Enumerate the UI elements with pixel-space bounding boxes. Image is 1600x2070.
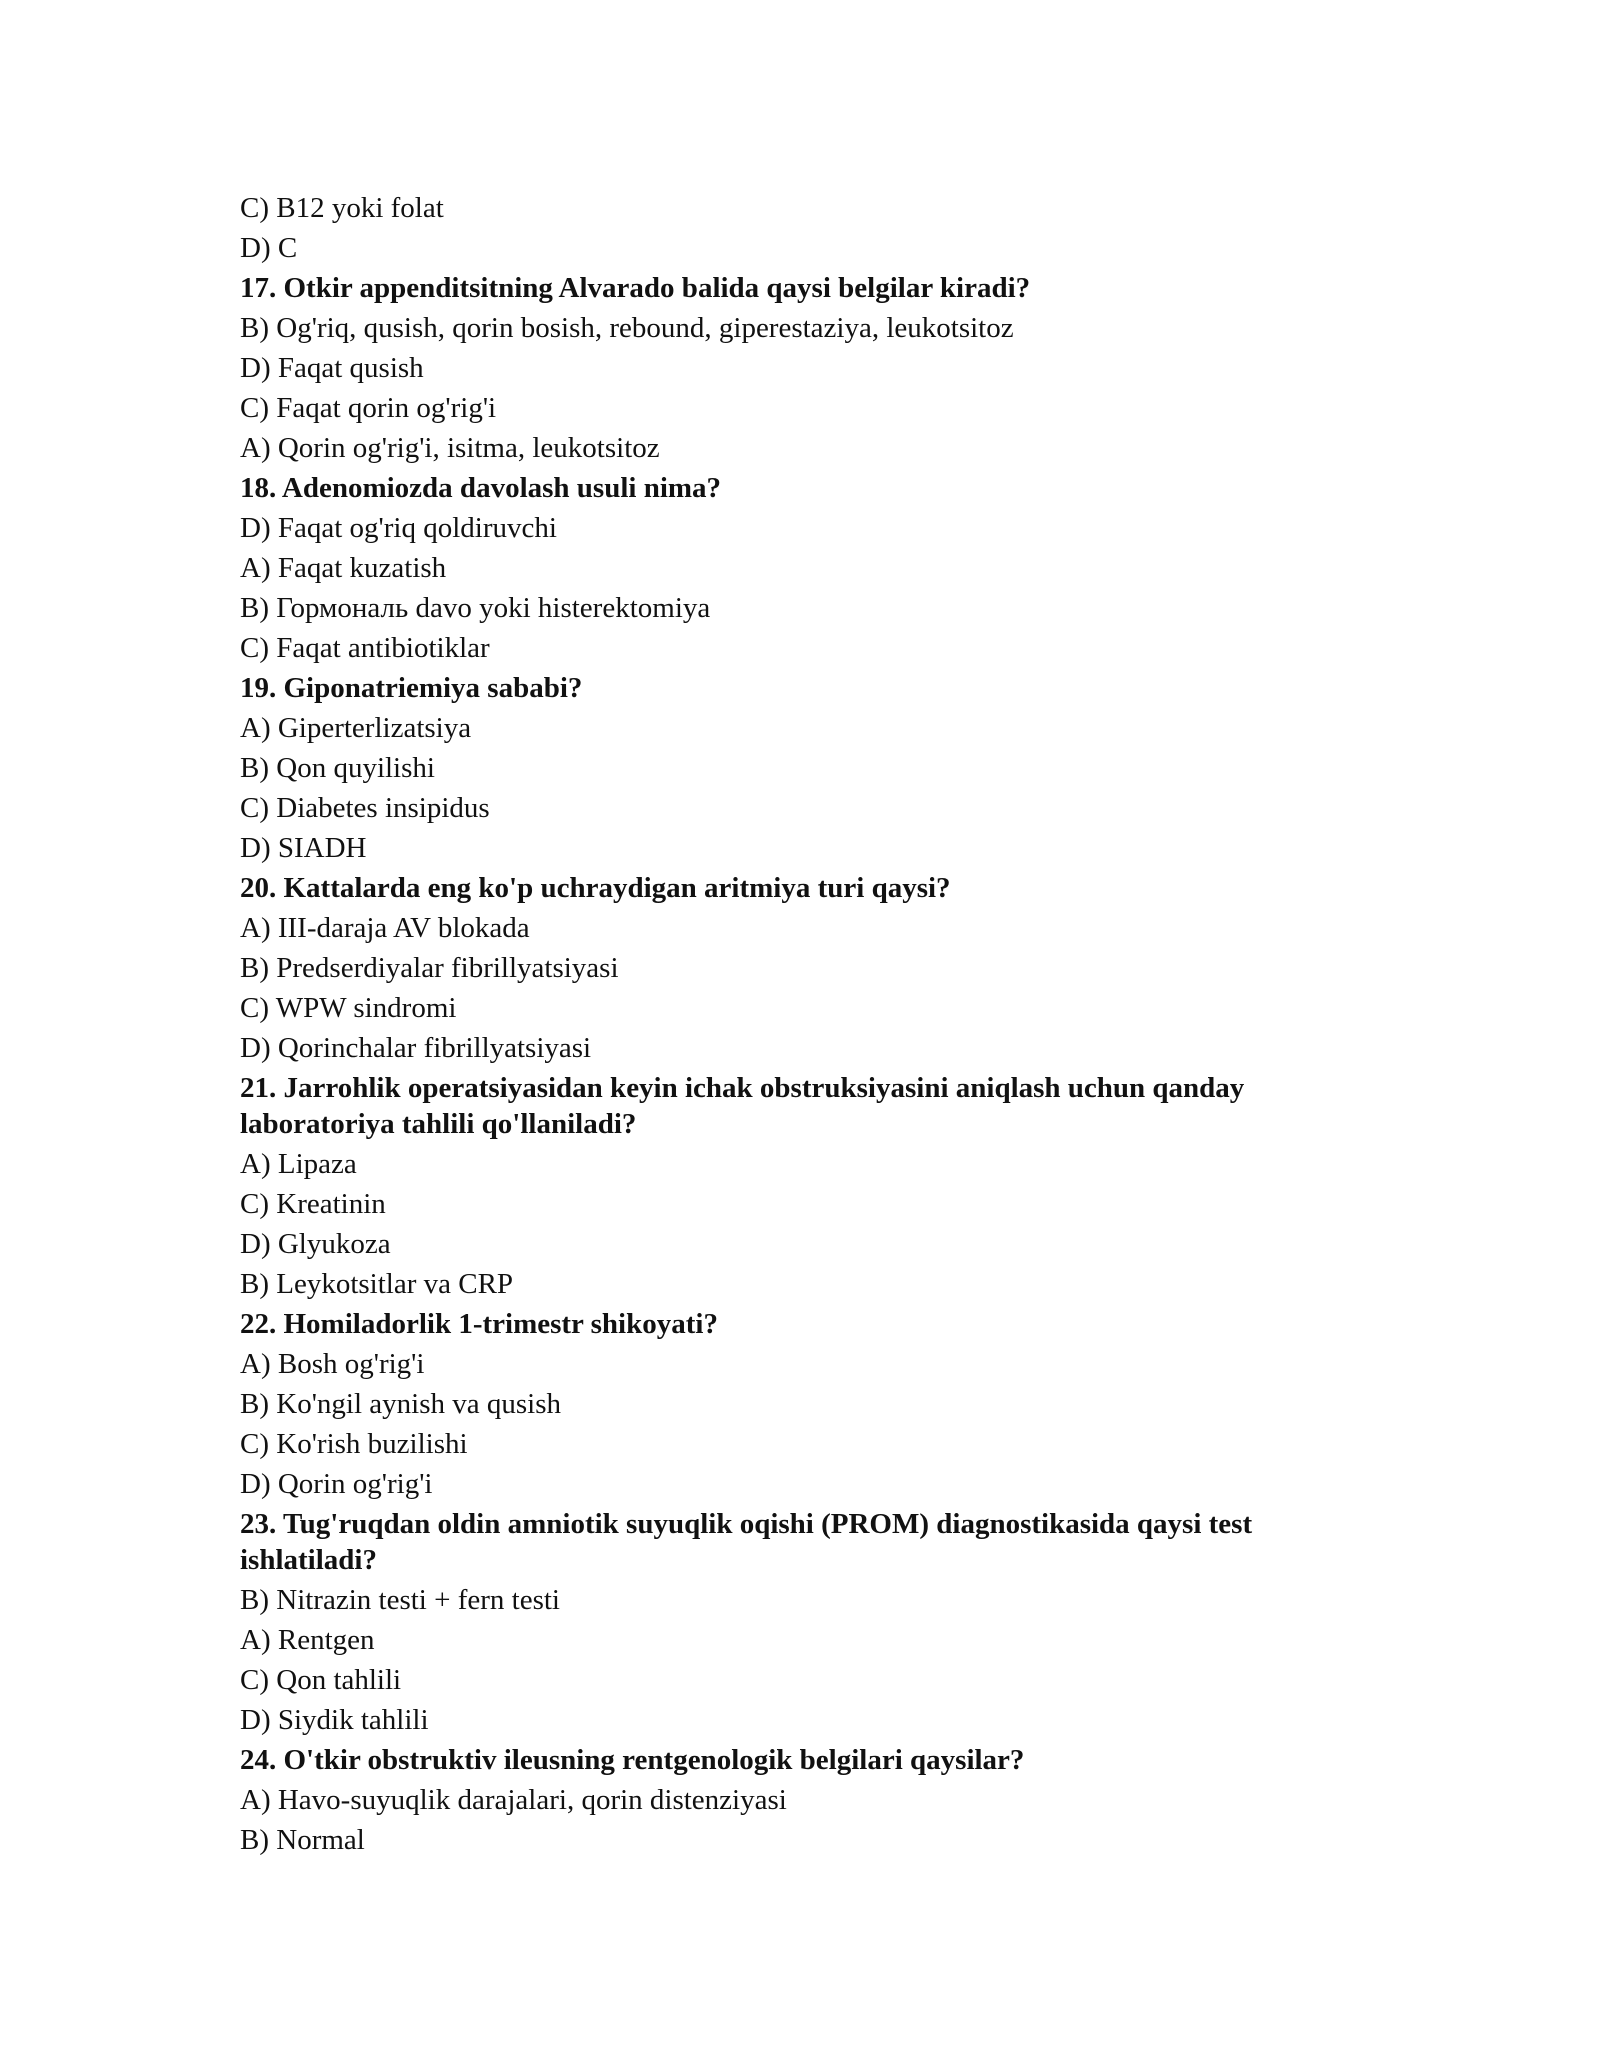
answer-option: A) Havo-suyuqlik darajalari, qorin distenziyasi: [240, 1784, 787, 1816]
answer-option: A) Giperterlizatsiya: [240, 712, 472, 744]
answer-option: D) SIADH: [240, 832, 367, 864]
answer-option: A) Lipaza: [240, 1148, 357, 1180]
answer-option: C) Kreatinin: [240, 1188, 386, 1220]
answer-option: B) Og'riq, qusish, qorin bosish, rebound, giperestaziya, leukotsitoz: [240, 312, 1014, 344]
question-23: 23. Tug'ruqdan oldin amniotik suyuqlik oqishi (PROM) diagnostikasida qaysi test ishlatiladi?: [240, 1508, 1253, 1576]
question-18: 18. Adenomiozda davolash usuli nima?: [240, 472, 722, 504]
question-20: 20. Kattalarda eng ko'p uchraydigan aritmiya turi qaysi?: [240, 872, 951, 904]
answer-option: D) Siydik tahlili: [240, 1704, 429, 1736]
answer-option: D) Qorinchalar fibrillyatsiyasi: [240, 1032, 592, 1064]
answer-option: A) Qorin og'rig'i, isitma, leukotsitoz: [240, 432, 660, 464]
answer-option: B) Nitrazin testi + fern testi: [240, 1584, 560, 1616]
answer-option: B) Ko'ngil aynish va qusish: [240, 1388, 561, 1420]
answer-option: A) III-daraja AV blokada: [240, 912, 530, 944]
answer-option: D) Glyukoza: [240, 1228, 391, 1260]
question-19: 19. Giponatriemiya sababi?: [240, 672, 583, 704]
answer-option: B) Normal: [240, 1824, 365, 1856]
document-page: [240, 188, 1370, 1860]
answer-option: C) Faqat qorin og'rig'i: [240, 392, 497, 424]
answer-option: A) Rentgen: [240, 1624, 375, 1656]
answer-option: A) Bosh og'rig'i: [240, 1348, 425, 1380]
question-21: 21. Jarrohlik operatsiyasidan keyin ichak obstruksiyasini aniqlash uchun qanday laboratoriya tahlili qo'llaniladi?: [240, 1072, 1245, 1140]
answer-option: B) Leykotsitlar va CRP: [240, 1268, 514, 1300]
answer-option: B) Predserdiyalar fibrillyatsiyasi: [240, 952, 619, 984]
answer-option: A) Faqat kuzatish: [240, 552, 447, 584]
answer-option: D) Qorin og'rig'i: [240, 1468, 433, 1500]
answer-option: C) Qon tahlili: [240, 1664, 402, 1696]
answer-option: C) Ko'rish buzilishi: [240, 1428, 468, 1460]
answer-option: B) Гормональ davo yoki histerektomiya: [240, 592, 711, 624]
answer-option: C) Faqat antibiotiklar: [240, 632, 490, 664]
answer-option: D) Faqat og'riq qoldiruvchi: [240, 512, 557, 544]
answer-option: C) WPW sindromi: [240, 992, 457, 1024]
question-17: 17. Otkir appenditsitning Alvarado balida qaysi belgilar kiradi?: [240, 272, 1031, 304]
question-22: 22. Homiladorlik 1-trimestr shikoyati?: [240, 1308, 718, 1340]
answer-option: B) Qon quyilishi: [240, 752, 435, 784]
answer-option: D) C: [240, 232, 298, 264]
question-24: 24. O'tkir obstruktiv ileusning rentgenologik belgilari qaysilar?: [240, 1744, 1025, 1776]
answer-option: D) Faqat qusish: [240, 352, 424, 384]
answer-option: C) Diabetes insipidus: [240, 792, 490, 824]
answer-option: C) B12 yoki folat: [240, 192, 444, 224]
